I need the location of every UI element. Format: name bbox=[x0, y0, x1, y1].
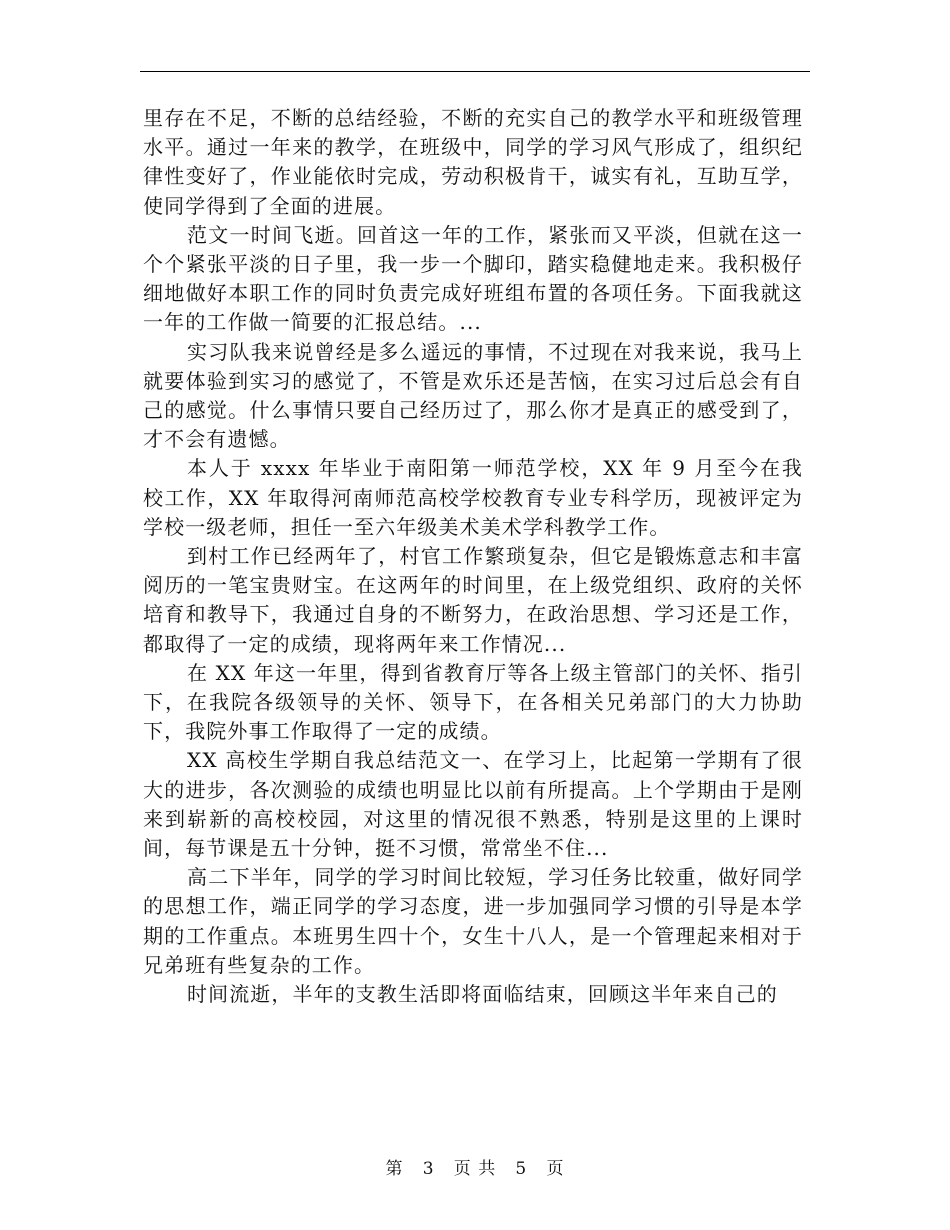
paragraph-1: 里存在不足，不断的总结经验，不断的充实自己的教学水平和班级管理水平。通过一年来的教学，在班级中，同学的学习风气形成了，组织纪律性变好了，作业能依时完成，劳动积极肯干，诚实有礼，互助互学，使同学得到了全面的进展。 bbox=[143, 106, 803, 218]
paragraph-5: 到村工作已经两年了，村官工作繁琐复杂，但它是锻炼意志和丰富阅历的一笔宝贵财宝。在这两年的时间里，在上级党组织、政府的关怀培育和教导下，我通过自身的不断努力，在政治思想、学习还是工作，都取得了一定的成绩，现将两年来工作情况... bbox=[143, 544, 803, 656]
paragraph-3: 实习队我来说曾经是多么遥远的事情，不过现在对我来说，我马上就要体验到实习的感觉了，不管是欢乐还是苦恼，在实习过后总会有自己的感觉。什么事情只要自己经历过了，那么你才是真正的感受到了，才不会有遗憾。 bbox=[143, 339, 803, 452]
header-rule bbox=[140, 71, 810, 72]
paragraph-4: 本人于 xxxx 年毕业于南阳第一师范学校，XX 年 9 月至今在我校工作，XX 年取得河南师范高校学校教育专业专科学历，现被评定为学校一级老师，担任一至六年级美术美术学科教学工作。 bbox=[143, 456, 803, 539]
footer-prefix: 第 bbox=[385, 1159, 404, 1179]
footer-middle: 页 共 bbox=[453, 1159, 497, 1179]
footer-suffix: 页 bbox=[546, 1159, 565, 1179]
paragraph-9: 时间流逝，半年的支教生活即将面临结束，回顾这半年来自己的 bbox=[187, 982, 778, 1007]
footer-total-pages: 5 bbox=[515, 1159, 528, 1179]
footer-current-page: 3 bbox=[422, 1159, 435, 1179]
paragraph-6: 在 XX 年这一年里，得到省教育厅等各上级主管部门的关怀、指引下，在我院各级领导的关怀、领导下，在各相关兄弟部门的大力协助下，我院外事工作取得了一定的成绩。 bbox=[143, 660, 803, 744]
page-footer bbox=[0, 1154, 950, 1179]
paragraph-7: XX 高校生学期自我总结范文一、在学习上，比起第一学期有了很大的进步，各次测验的成绩也明显比以前有所提高。上个学期由于是刚来到崭新的高校校园，对这里的情况很不熟悉，特别是这里的上课时间，每节课是五十分钟，挺不习惯，常常坐不住... bbox=[143, 748, 803, 861]
paragraph-8: 高二下半年，同学的学习时间比较短，学习任务比较重，做好同学的思想工作，端正同学的学习态度，进一步加强同学习惯的引导是本学期的工作重点。本班男生四十个，女生十八人，是一个管理起来相对于兄弟班有些复杂的工作。 bbox=[143, 865, 803, 977]
document-body bbox=[143, 104, 803, 1009]
paragraph-2: 范文一时间飞逝。回首这一年的工作，紧张而又平淡，但就在这一个个紧张平淡的日子里，我一步一个脚印，踏实稳健地走来。我积极仔细地做好本职工作的同时负责完成好班组布置的各项任务。下面我就这一年的工作做一简要的汇报总结。... bbox=[143, 222, 803, 335]
